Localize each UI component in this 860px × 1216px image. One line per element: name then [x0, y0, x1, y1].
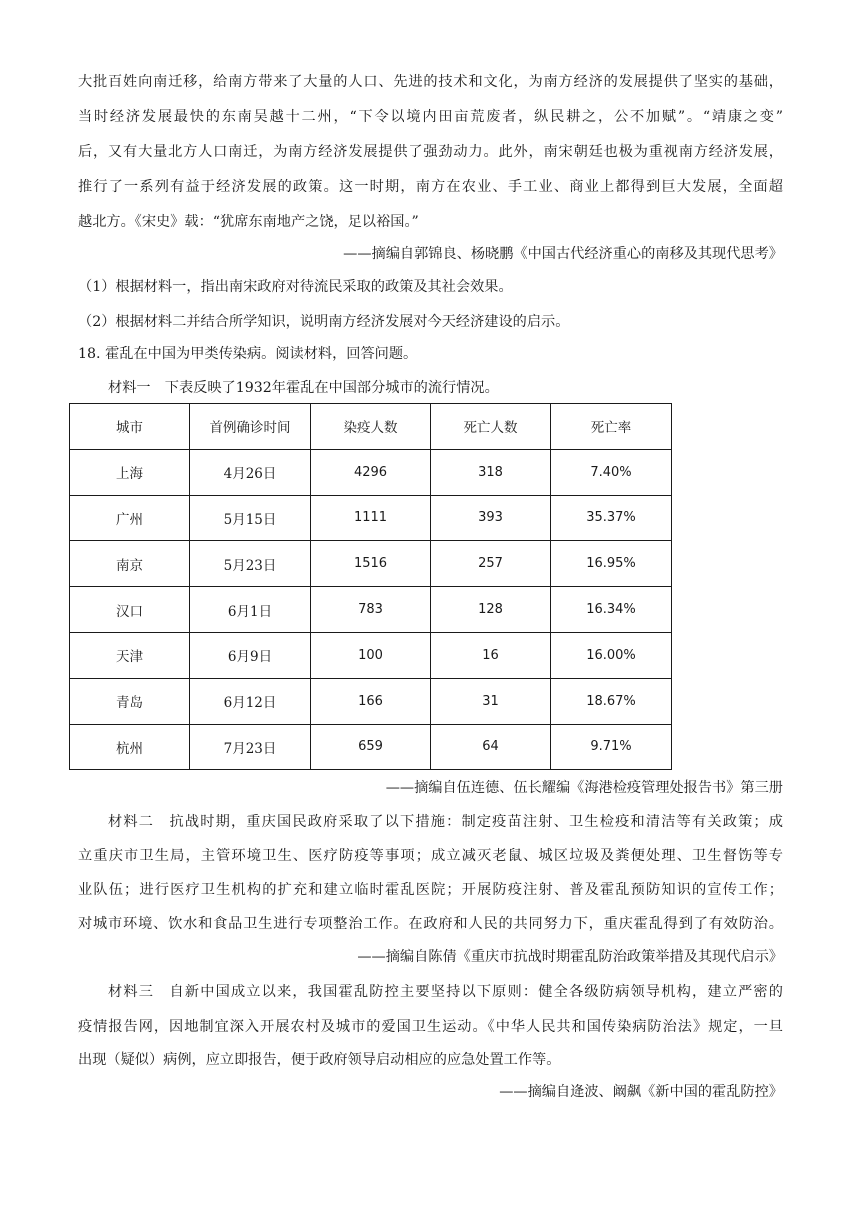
material-line-1: 大批百姓向南迁移，给南方带来了大量的人口、先进的技术和文化，为南方经济的发展提供了坚实的基础，: [78, 74, 783, 90]
material-line-4: 推行了一系列有益于经济发展的政策。这一时期，南方在农业、手工业、商业上都得到巨大发展，全面超: [78, 179, 783, 195]
cell-mortality: 35.37%: [551, 495, 672, 541]
table-header-row: [70, 404, 672, 450]
cell-date: 7月23日: [190, 724, 311, 770]
cell-infected: 1516: [311, 541, 431, 587]
cell-deaths: 318: [431, 449, 551, 495]
material-one-intro: 材料一 下表反映了1932年霍乱在中国部分城市的流行情况。: [108, 380, 499, 396]
cell-city: 南京: [70, 541, 190, 587]
question-17-1: （1）根据材料一，指出南宋政府对待流民采取的政策及其社会效果。: [78, 279, 513, 295]
cell-mortality: 9.71%: [551, 724, 672, 770]
cell-city: 青岛: [70, 678, 190, 724]
cell-mortality: 16.95%: [551, 541, 672, 587]
material-line-5: 越北方。《宋史》载：“犹席东南地产之饶，足以裕国。”: [78, 214, 419, 230]
cell-infected: 4296: [311, 449, 431, 495]
cell-date: 5月15日: [190, 495, 311, 541]
material-two-line-4: 对城市环境、饮水和食品卫生进行专项整治工作。在政府和人民的共同努力下，重庆霍乱得到了有效防治。: [78, 916, 783, 932]
table-row: [70, 541, 672, 587]
cell-infected: 166: [311, 678, 431, 724]
material-line-3: 后，又有大量北方人口南迁，为南方经济发展提供了强劲动力。此外，南宋朝廷也极为重视南方经济发展，: [78, 144, 783, 160]
table-row: [70, 495, 672, 541]
table-row: [70, 632, 672, 678]
cell-city: 汉口: [70, 587, 190, 633]
header-deaths: 死亡人数: [431, 404, 551, 450]
material-three-source: ——摘编自逄波、阚飙《新中国的霍乱防控》: [499, 1084, 783, 1100]
cell-date: 6月9日: [190, 632, 311, 678]
cell-date: 4月26日: [190, 449, 311, 495]
table-row: [70, 724, 672, 770]
header-mortality: 死亡率: [551, 404, 672, 450]
cell-infected: 100: [311, 632, 431, 678]
cell-deaths: 31: [431, 678, 551, 724]
table-row: [70, 587, 672, 633]
cell-mortality: 16.34%: [551, 587, 672, 633]
header-infected: 染疫人数: [311, 404, 431, 450]
cell-deaths: 128: [431, 587, 551, 633]
cell-date: 6月1日: [190, 587, 311, 633]
cell-city: 广州: [70, 495, 190, 541]
material-source: ——摘编自郭锦良、杨晓鹏《中国古代经济重心的南移及其现代思考》: [343, 246, 783, 262]
cell-city: 天津: [70, 632, 190, 678]
header-first-case-date: 首例确诊时间: [190, 404, 311, 450]
cell-deaths: 393: [431, 495, 551, 541]
question-18-title: 18. 霍乱在中国为甲类传染病。阅读材料，回答问题。: [78, 346, 418, 362]
material-two-line-2: 立重庆市卫生局，主管环境卫生、医疗防疫等事项；成立减灭老鼠、城区垃圾及粪便处理、卫生督饬等专: [78, 848, 783, 864]
cell-deaths: 16: [431, 632, 551, 678]
cell-date: 6月12日: [190, 678, 311, 724]
cell-mortality: 18.67%: [551, 678, 672, 724]
material-line-2: 当时经济发展最快的东南吴越十二州，“下令以境内田亩荒废者，纵民耕之，公不加赋”。“靖康之变”: [78, 109, 783, 125]
material-two-line-1: 材料二 抗战时期，重庆国民政府采取了以下措施：制定疫苗注射、卫生检疫和清洁等有关政策；成: [108, 814, 783, 830]
material-three-line-1: 材料三 自新中国成立以来，我国霍乱防控主要坚持以下原则：健全各级防病领导机构，建立严密的: [108, 984, 783, 1000]
cell-city: 杭州: [70, 724, 190, 770]
cell-infected: 659: [311, 724, 431, 770]
table-row: [70, 449, 672, 495]
cell-deaths: 257: [431, 541, 551, 587]
question-17-2: （2）根据材料二并结合所学知识，说明南方经济发展对今天经济建设的启示。: [78, 314, 570, 330]
cell-mortality: 7.40%: [551, 449, 672, 495]
material-two-source: ——摘编自陈倩《重庆市抗战时期霍乱防治政策举措及其现代启示》: [357, 949, 783, 965]
material-three-line-3: 出现（疑似）病例，应立即报告，便于政府领导启动相应的应急处置工作等。: [78, 1052, 561, 1068]
header-city: 城市: [70, 404, 190, 450]
material-three-line-2: 疫情报告网，因地制宜深入开展农村及城市的爱国卫生运动。《中华人民共和国传染病防治法》规定，一旦: [78, 1019, 783, 1035]
table-row: [70, 678, 672, 724]
table-source: ——摘编自伍连德、伍长耀编《海港检疫管理处报告书》第三册: [385, 780, 783, 796]
cell-infected: 783: [311, 587, 431, 633]
cholera-table: [69, 403, 672, 770]
cell-infected: 1111: [311, 495, 431, 541]
cell-mortality: 16.00%: [551, 632, 672, 678]
cell-city: 上海: [70, 449, 190, 495]
cell-deaths: 64: [431, 724, 551, 770]
material-two-line-3: 业队伍；进行医疗卫生机构的扩充和建立临时霍乱医院；开展防疫注射、普及霍乱预防知识的宣传工作；: [78, 882, 783, 898]
cell-date: 5月23日: [190, 541, 311, 587]
